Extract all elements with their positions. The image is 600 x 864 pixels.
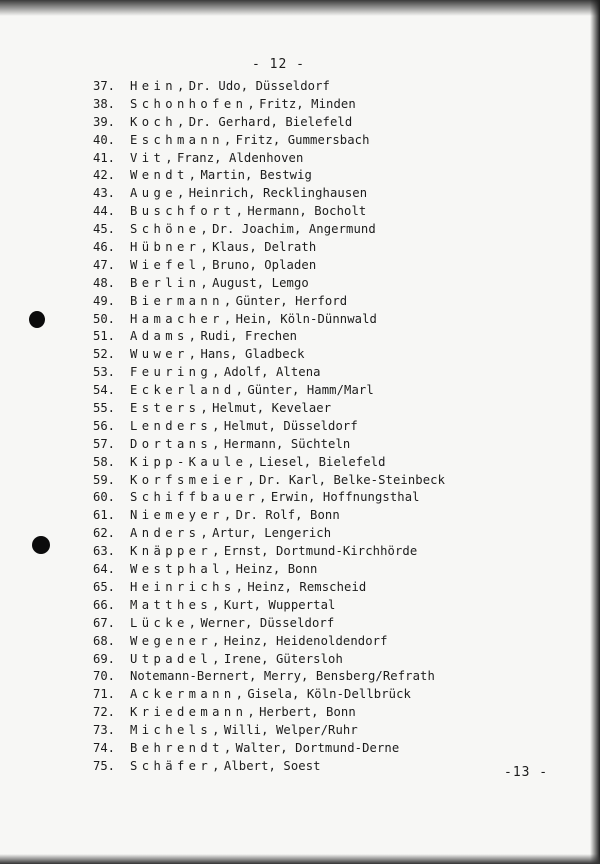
entry-number: 65.: [93, 579, 116, 594]
entry-surname: Wuwer,: [130, 347, 201, 362]
entry-details: Heinz, Heidenoldendorf: [223, 633, 388, 648]
entry-surname: Knäpper,: [130, 544, 224, 559]
list-item: [93, 346, 513, 364]
list-item: [93, 597, 513, 615]
entry-number: 69.: [93, 651, 116, 666]
entry-number: 55.: [93, 401, 116, 416]
list-item: [93, 203, 513, 221]
list-item: [93, 633, 513, 651]
entry-number: 59.: [93, 472, 116, 487]
scan-shadow-top: [0, 0, 600, 16]
list-item: [93, 257, 513, 275]
entry-number: 75.: [93, 758, 116, 773]
entry-details: Franz, Aldenhoven: [176, 150, 304, 165]
entry-number: 49.: [93, 293, 116, 308]
entry-number: 73.: [93, 723, 116, 738]
entry-number: 63.: [93, 544, 116, 559]
entry-details: Helmut, Düsseldorf: [223, 418, 358, 433]
entry-number: 42.: [93, 168, 116, 183]
list-item: [93, 239, 513, 257]
entry-details: Dr. Karl, Belke-Steinbeck: [259, 472, 446, 487]
entry-number: 62.: [93, 526, 116, 541]
entry-number: 71.: [93, 687, 116, 702]
entry-surname: Matthes,: [130, 597, 224, 612]
entry-number: 57.: [93, 436, 116, 451]
entry-details: Heinrich, Recklinghausen: [188, 186, 368, 201]
entry-number: 46.: [93, 240, 116, 255]
entry-surname: Niemeyer,: [130, 508, 236, 523]
list-item: [93, 472, 513, 490]
entry-surname: Wendt,: [130, 168, 201, 183]
entry-details: Dr. Udo, Düsseldorf: [188, 79, 330, 93]
entry-surname: Westphal,: [130, 562, 236, 577]
entry-number: 51.: [93, 329, 116, 344]
entry-details: Albert, Soest: [223, 758, 321, 773]
entry-number: 43.: [93, 186, 116, 201]
entry-number: 48.: [93, 275, 116, 290]
entry-number: 72.: [93, 705, 116, 720]
list-item: [93, 328, 513, 346]
entry-details: Irene, Gütersloh: [223, 651, 343, 666]
entry-surname: Feuring,: [130, 365, 224, 380]
entry-surname: Hein,: [130, 79, 189, 93]
list-item: [93, 114, 513, 132]
entry-details: Walter, Dortmund-Derne: [235, 740, 400, 755]
entry-details: Klaus, Delrath: [212, 240, 317, 255]
entry-surname: Esters,: [130, 401, 213, 416]
entry-details: Notemann-Bernert, Merry, Bensberg/Refrath: [130, 669, 435, 684]
entry-details: Willi, Welper/Ruhr: [223, 723, 358, 738]
entry-number: 52.: [93, 347, 116, 362]
entry-surname: Biermann,: [130, 293, 236, 308]
list-item: [93, 436, 513, 454]
list-item: [93, 561, 513, 579]
entry-surname: Auge,: [130, 186, 189, 201]
list-item: [93, 293, 513, 311]
entry-details: Liesel, Bielefeld: [259, 454, 386, 469]
entry-details: August, Lemgo: [212, 275, 309, 290]
entry-surname: Korfsmeier,: [130, 472, 260, 487]
entry-number: 41.: [93, 150, 116, 165]
entry-details: Dr. Joachim, Angermund: [212, 222, 376, 237]
entry-details: Hans, Gladbeck: [200, 347, 305, 362]
entry-surname: Hamacher,: [130, 311, 236, 326]
entry-number: 60.: [93, 490, 116, 505]
entry-number: 37.: [93, 79, 116, 93]
scan-shadow-right: [590, 0, 600, 864]
entry-surname: Kipp-Kaule,: [130, 454, 260, 469]
list-item: [93, 543, 513, 561]
entry-surname: Buschfort,: [130, 204, 248, 219]
list-item: [93, 275, 513, 293]
list-item: [93, 400, 513, 418]
name-list: [93, 78, 513, 776]
entry-number: 39.: [93, 114, 116, 129]
entry-surname: Wegener,: [130, 633, 224, 648]
entry-number: 66.: [93, 597, 116, 612]
entry-number: 53.: [93, 365, 116, 380]
entry-surname: Vit,: [130, 150, 177, 165]
entry-details: Ernst, Dortmund-Kirchhörde: [223, 544, 418, 559]
entry-surname: Ackermann,: [130, 687, 248, 702]
entry-surname: Dortans,: [130, 436, 224, 451]
entry-surname: Lenders,: [130, 418, 224, 433]
entry-number: 64.: [93, 562, 116, 577]
entry-surname: Schäfer,: [130, 758, 224, 773]
entry-details: Helmut, Kevelaer: [212, 401, 332, 416]
entry-details: Hein, Köln-Dünnwald: [235, 311, 377, 326]
entry-details: Gisela, Köln-Dellbrück: [247, 687, 411, 702]
entry-surname: Koch,: [130, 114, 189, 129]
list-item: [93, 311, 513, 329]
entry-surname: Wiefel,: [130, 257, 213, 272]
entry-number: 70.: [93, 669, 116, 684]
entry-details: Werner, Düsseldorf: [200, 615, 335, 630]
entry-details: Martin, Bestwig: [200, 168, 312, 183]
list-item: [93, 454, 513, 472]
entry-number: 47.: [93, 257, 116, 272]
list-item: [93, 78, 513, 96]
list-item: [93, 651, 513, 669]
entry-details: Dr. Rolf, Bonn: [235, 508, 340, 523]
list-item: [93, 579, 513, 597]
entry-details: Hermann, Süchteln: [223, 436, 351, 451]
entry-details: Herbert, Bonn: [259, 705, 356, 720]
next-page-indicator: -13 -: [504, 765, 549, 780]
entry-surname: Berlin,: [130, 275, 213, 290]
list-item: [93, 185, 513, 203]
entry-details: Heinz, Bonn: [235, 562, 318, 577]
entry-surname: Heinrichs,: [130, 579, 248, 594]
list-item: [93, 221, 513, 239]
entry-number: 54.: [93, 383, 116, 398]
list-item: [93, 758, 513, 776]
entry-details: Heinz, Remscheid: [247, 579, 367, 594]
list-item: [93, 740, 513, 758]
list-item: [93, 132, 513, 150]
entry-surname: Hübner,: [130, 240, 213, 255]
list-item: [93, 382, 513, 400]
entry-number: 44.: [93, 204, 116, 219]
entry-number: 38.: [93, 96, 116, 111]
entry-number: 74.: [93, 740, 116, 755]
entry-details: Artur, Lengerich: [212, 526, 332, 541]
entry-number: 40.: [93, 132, 116, 147]
entry-surname: Anders,: [130, 526, 213, 541]
entry-number: 56.: [93, 418, 116, 433]
entry-number: 45.: [93, 222, 116, 237]
list-item: [93, 615, 513, 633]
entry-details: Adolf, Altena: [223, 365, 321, 380]
list-item: [93, 668, 513, 686]
list-item: [93, 704, 513, 722]
entry-details: Kurt, Wuppertal: [223, 597, 336, 612]
entry-surname: Eschmann,: [130, 132, 236, 147]
entry-surname: Schonhofen,: [130, 96, 260, 111]
entry-details: Hermann, Bocholt: [247, 204, 367, 219]
entry-surname: Kriedemann,: [130, 705, 260, 720]
entry-surname: Michels,: [130, 723, 224, 738]
entry-surname: Adams,: [130, 329, 201, 344]
entry-details: Fritz, Minden: [259, 96, 356, 111]
scan-shadow-bottom: [0, 854, 600, 864]
entry-number: 50.: [93, 311, 116, 326]
page-number: - 12 -: [252, 57, 305, 72]
list-item: [93, 167, 513, 185]
list-item: [93, 722, 513, 740]
list-item: [93, 150, 513, 168]
entry-details: Bruno, Opladen: [212, 257, 317, 272]
list-item: [93, 525, 513, 543]
entry-surname: Schiffbauer,: [130, 490, 271, 505]
entry-details: Günter, Herford: [235, 293, 348, 308]
entry-details: Fritz, Gummersbach: [235, 132, 370, 147]
list-item: [93, 96, 513, 114]
entry-surname: Lücke,: [130, 615, 201, 630]
entry-details: Günter, Hamm/Marl: [247, 383, 374, 398]
entry-surname: Behrendt,: [130, 740, 236, 755]
list-item: [93, 364, 513, 382]
entry-details: Rudi, Frechen: [200, 329, 298, 344]
entry-number: 58.: [93, 454, 116, 469]
list-item: [93, 489, 513, 507]
entry-details: Erwin, Hoffnungsthal: [270, 490, 420, 505]
list-item: [93, 418, 513, 436]
entry-surname: Eckerland,: [130, 383, 248, 398]
entry-number: 61.: [93, 508, 116, 523]
entry-details: Dr. Gerhard, Bielefeld: [188, 114, 353, 129]
list-item: [93, 686, 513, 704]
entry-number: 67.: [93, 615, 116, 630]
entry-number: 68.: [93, 633, 116, 648]
punch-hole-lower: [32, 536, 50, 554]
punch-hole-upper: [29, 311, 45, 328]
entry-surname: Utpadel,: [130, 651, 224, 666]
list-item: [93, 507, 513, 525]
entry-surname: Schöne,: [130, 222, 213, 237]
